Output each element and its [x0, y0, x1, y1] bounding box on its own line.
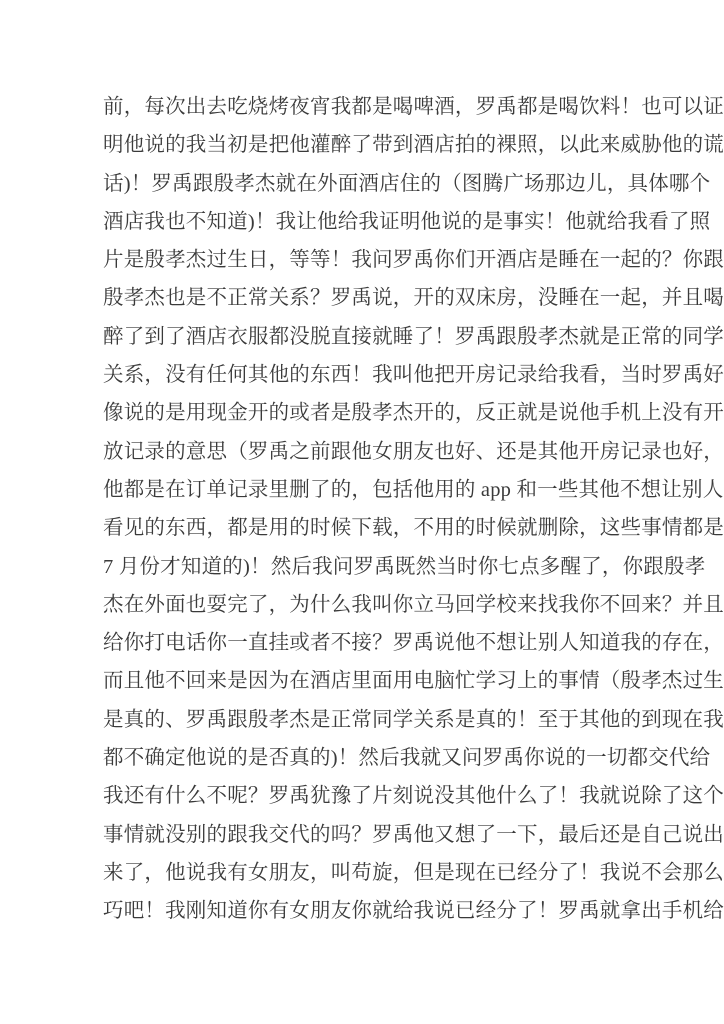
text-line: 杰在外面也耍完了，为什么我叫你立马回学校来找我你不回来？并且: [103, 593, 724, 616]
text-line: 看见的东西，都是用的时候下载，不用的时候就删除，这些事情都是: [103, 517, 724, 540]
text-line: 来了，他说我有女朋友，叫苟旋，但是现在已经分了！我说不会那么: [103, 861, 724, 884]
text-line: 我还有什么不呢？罗禹犹豫了片刻说没其他什么了！我就说除了这个: [103, 785, 724, 808]
text-line: 巧吧！我刚知道你有女朋友你就给我说已经分了！罗禹就拿出手机给: [103, 900, 724, 923]
text-line: 是真的、罗禹跟殷孝杰是正常同学关系是真的！至于其他的到现在我: [103, 708, 724, 731]
text-line: 而且他不回来是因为在酒店里面用电脑忙学习上的事情（殷孝杰过生: [103, 670, 724, 693]
text-line: 前，每次出去吃烧烤夜宵我都是喝啤酒，罗禹都是喝饮料！也可以证: [103, 96, 724, 118]
text-line: 都不确定他说的是否真的)！然后我就又问罗禹你说的一切都交代给: [103, 747, 711, 770]
text-line: 关系，没有任何其他的东西！我叫他把开房记录给我看，当时罗禹好: [103, 364, 724, 387]
text-line: 他都是在订单记录里删了的，包括他用的 app 和一些其他不想让别人: [103, 478, 724, 501]
text-line: 醉了到了酒店衣服都没脱直接就睡了！罗禹跟殷孝杰就是正常的同学: [103, 325, 724, 348]
text-line: 放记录的意思（罗禹之前跟他女朋友也好、还是其他开房记录也好，: [103, 440, 724, 463]
text-line: 话)！罗禹跟殷孝杰就在外面酒店住的（图腾广场那边儿，具体哪个: [103, 172, 711, 195]
text-line: 7 月份才知道的)！然后我问罗禹既然当时你七点多醒了，你跟殷孝: [103, 555, 706, 578]
body-text-block: [103, 88, 724, 931]
text-line: 片是殷孝杰过生日，等等！我问罗禹你们开酒店是睡在一起的？你跟: [103, 249, 724, 272]
text-line: 酒店我也不知道)！我让他给我证明他说的是事实！他就给我看了照: [103, 210, 711, 233]
text-line: 事情就没别的跟我交代的吗？罗禹他又想了一下，最后还是自己说出: [103, 823, 724, 846]
text-line: 像说的是用现金开的或者是殷孝杰开的，反正就是说他手机上没有开: [103, 402, 724, 425]
text-line: 给你打电话你一直挂或者不接？罗禹说他不想让别人知道我的存在，: [103, 632, 724, 655]
text-line: 明他说的我当初是把他灌醉了带到酒店拍的裸照，以此来威胁他的谎: [103, 134, 724, 157]
text-line: 殷孝杰也是不正常关系？罗禹说，开的双床房，没睡在一起，并且喝: [103, 287, 724, 310]
